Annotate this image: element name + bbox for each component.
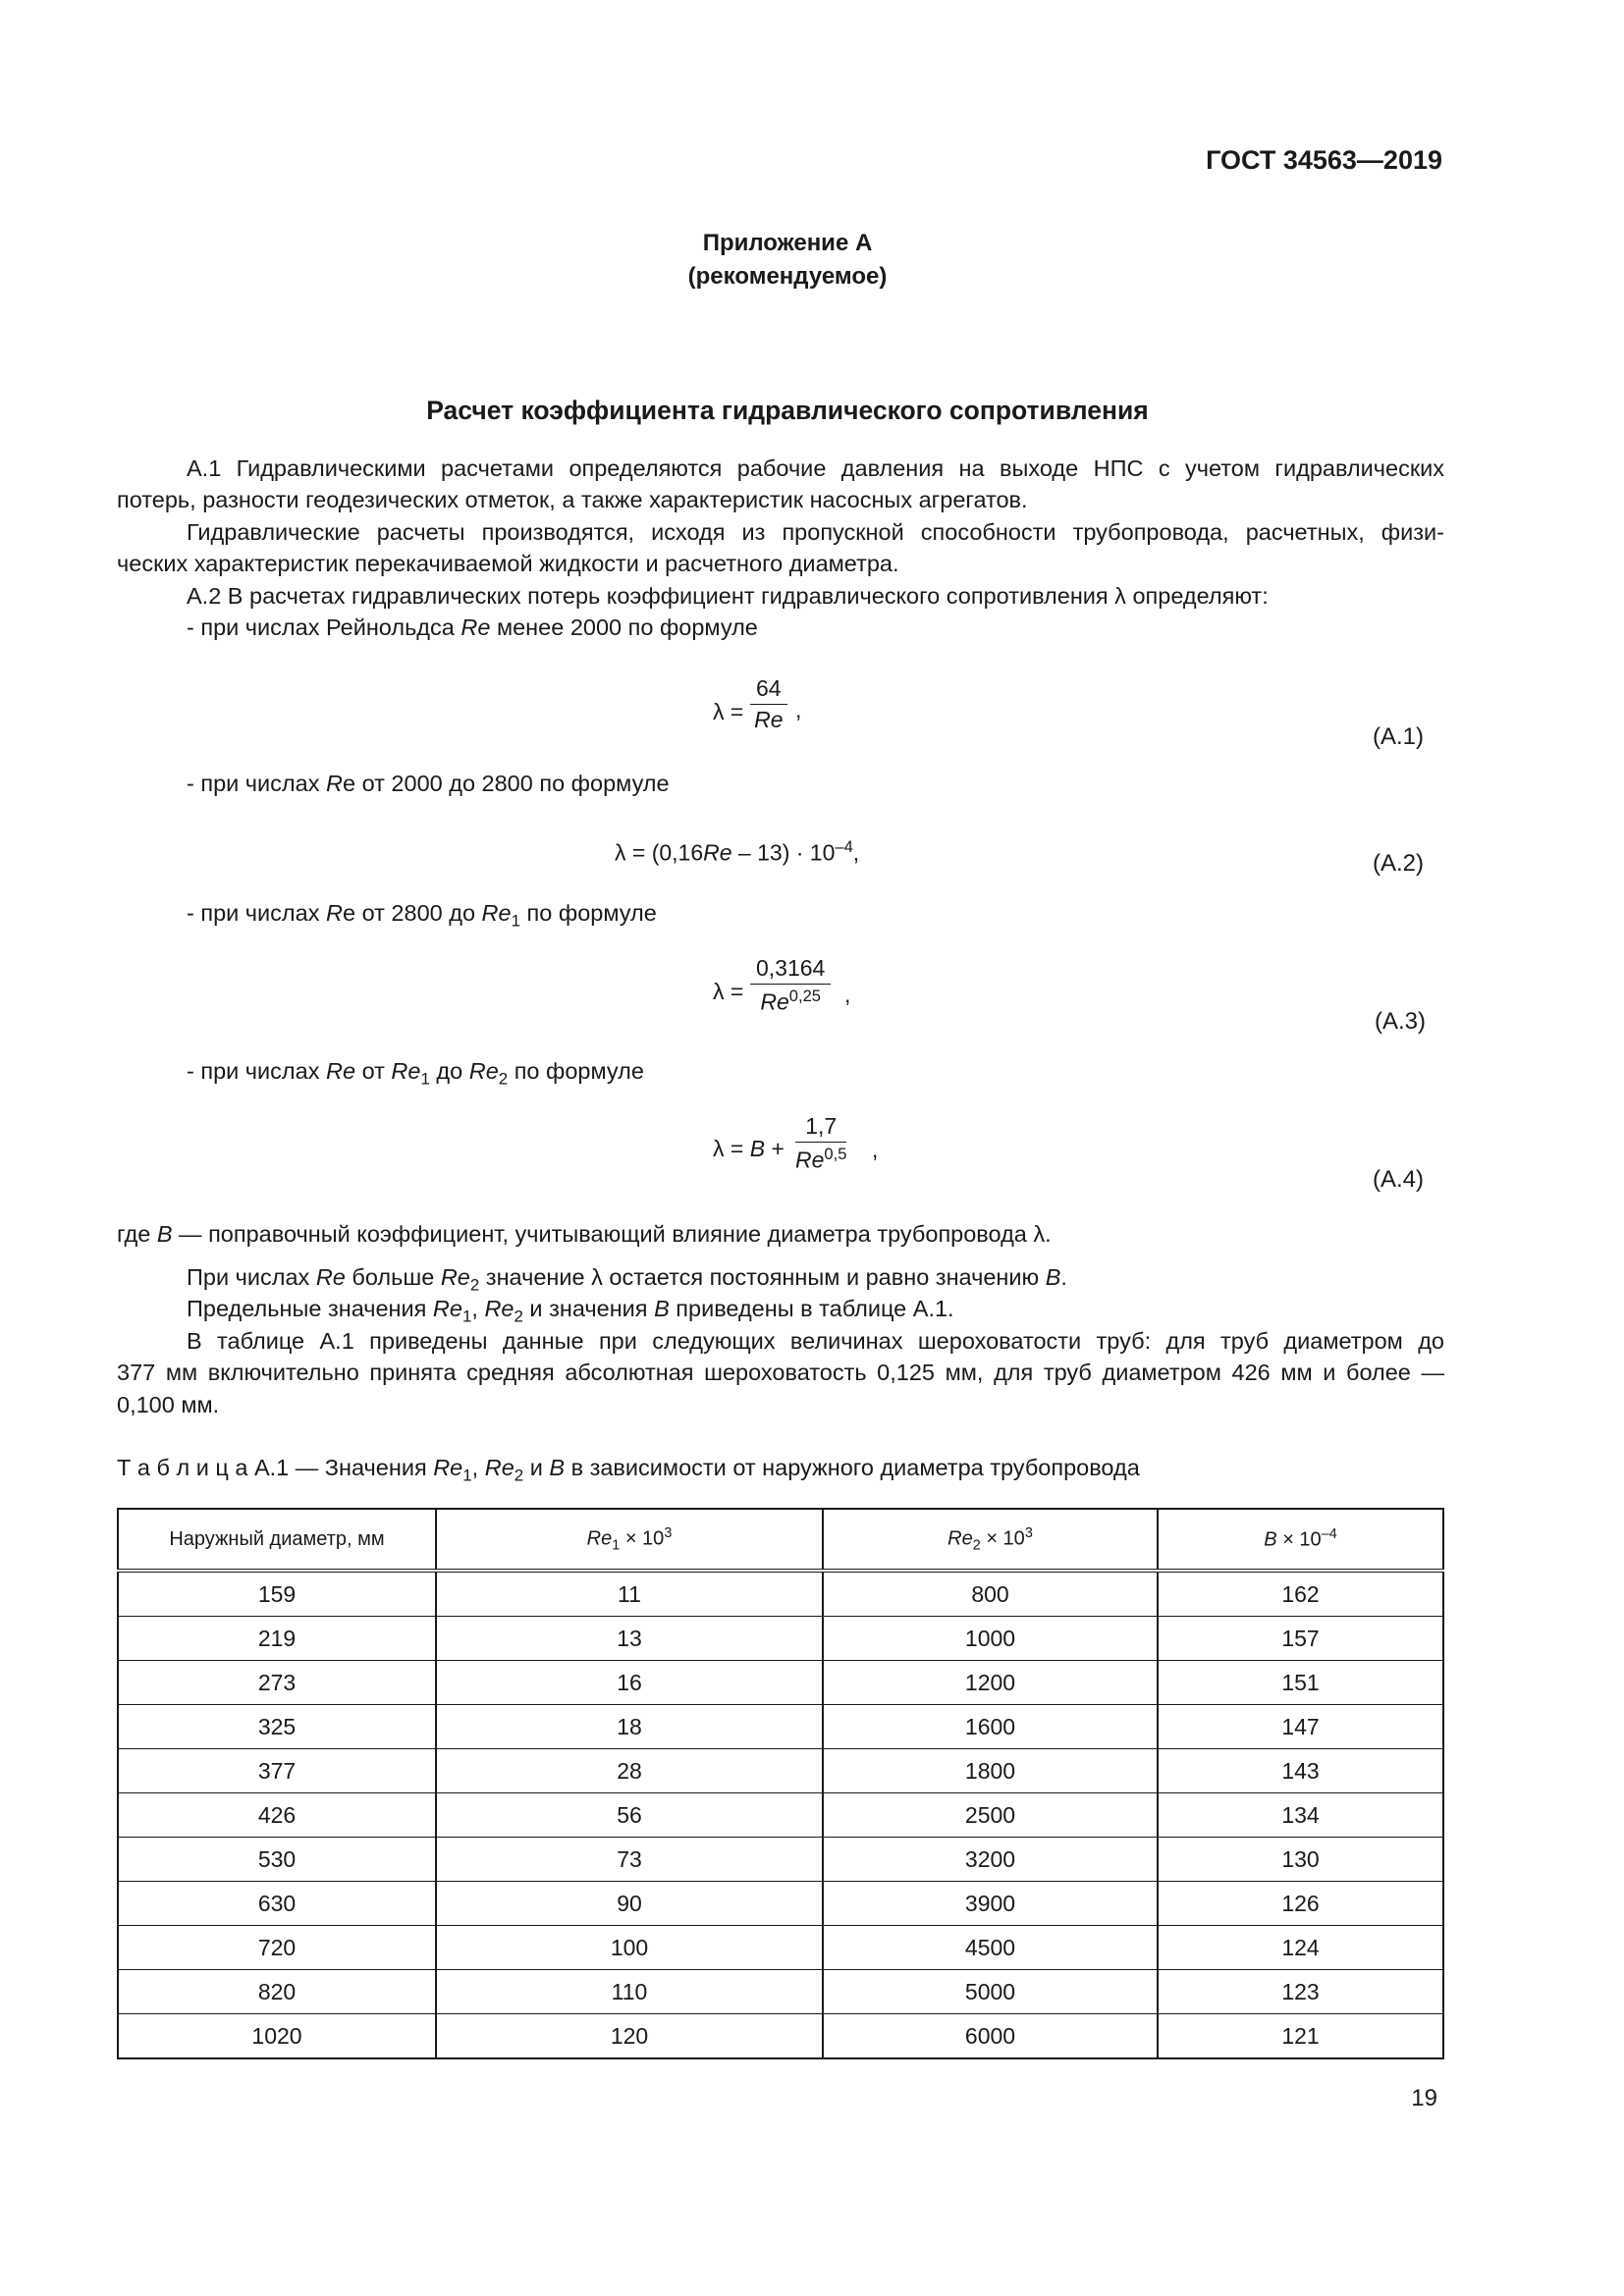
table-row <box>118 1838 1443 1882</box>
cell-re2: 1000 <box>823 1617 1158 1661</box>
paragraph-a1-line1: А.1 Гидравлическими расчетами определяются рабочие давления на выходе НПС с учетом гидравлических <box>187 455 1444 481</box>
formula-a3-lhs: λ = <box>713 979 744 1004</box>
cell-re1: 13 <box>436 1617 823 1661</box>
table-row <box>118 1705 1443 1749</box>
cell-b: 124 <box>1158 1926 1443 1970</box>
cell-re2: 5000 <box>823 1970 1158 2014</box>
section-title: Расчет коэффициента гидравлического сопротивления <box>426 396 1149 425</box>
cell-re2: 2500 <box>823 1793 1158 1838</box>
cell-b: 130 <box>1158 1838 1443 1882</box>
table-row <box>118 2014 1443 2059</box>
formula-a1-lhs: λ = <box>713 699 744 724</box>
cell-b: 123 <box>1158 1970 1443 2014</box>
cell-re2: 6000 <box>823 2014 1158 2059</box>
cell-diameter: 273 <box>118 1661 436 1705</box>
bullet-re-less-2000: - при числах Рейнольдса Re менее 2000 по формуле <box>187 614 758 640</box>
paragraph-2-line1: Гидравлические расчеты производятся, исходя из пропускной способности трубопровода, расчетных, физи- <box>187 519 1444 545</box>
formula-a2-number: (А.2) <box>1373 850 1425 877</box>
cell-diameter: 159 <box>118 1571 436 1617</box>
cell-diameter: 820 <box>118 1970 436 2014</box>
cell-diameter: 530 <box>118 1838 436 1882</box>
header-b: $B \times 10^{-4}$ <box>1158 1509 1443 1571</box>
cell-b: 157 <box>1158 1617 1443 1661</box>
cell-re2: 3200 <box>823 1838 1158 1882</box>
cell-re1: 120 <box>436 2014 823 2059</box>
cell-diameter: 630 <box>118 1882 436 1926</box>
formula-a1-number: (А.1) <box>1373 723 1425 750</box>
annex-title: Приложение А <box>702 230 873 256</box>
formula-a4-lhs: λ = B + <box>713 1136 785 1161</box>
formula-a2: $\lambda = (0,16Re - 13) \cdot 10^{-4}$, <box>615 837 860 866</box>
formula-a1-tail: , <box>795 697 802 722</box>
cell-re1: 11 <box>436 1571 823 1617</box>
annex-status: (рекомендуемое) <box>687 263 888 290</box>
table-caption: Т а б л и ц а А.1 — Значения $Re_1$, $Re_2$ и B в зависимости от наружного диаметра трубопровода <box>117 1455 1140 1485</box>
note-limit-values: Предельные значения $Re_1$, $Re_2$ и значения B приведены в таблице А.1. <box>187 1296 954 1326</box>
note-roughness-line3: 0,100 мм. <box>117 1392 220 1417</box>
cell-b: 147 <box>1158 1705 1443 1749</box>
cell-re1: 16 <box>436 1661 823 1705</box>
header-re2: $Re_2 \times 10^3$ <box>823 1509 1158 1571</box>
cell-b: 121 <box>1158 2014 1443 2059</box>
cell-re1: 56 <box>436 1793 823 1838</box>
cell-diameter: 325 <box>118 1705 436 1749</box>
formula-a1-fraction: $\frac{64}{Re}$ <box>750 675 787 733</box>
formula-a4-tail: , <box>872 1137 879 1162</box>
cell-re2: 1600 <box>823 1705 1158 1749</box>
cell-re1: 100 <box>436 1926 823 1970</box>
cell-b: 162 <box>1158 1571 1443 1617</box>
table-row <box>118 1571 1443 1617</box>
cell-re1: 90 <box>436 1882 823 1926</box>
standard-code: ГОСТ 34563—2019 <box>1206 145 1442 175</box>
note-re-above-re2: При числах Re больше $Re_2$ значение λ остается постоянным и равно значению B. <box>187 1264 1067 1295</box>
table-row <box>118 1617 1443 1661</box>
cell-re2: 1800 <box>823 1749 1158 1793</box>
cell-re1: 110 <box>436 1970 823 2014</box>
cell-b: 151 <box>1158 1661 1443 1705</box>
cell-re1: 18 <box>436 1705 823 1749</box>
formula-a4-number: (А.4) <box>1373 1166 1425 1193</box>
cell-b: 134 <box>1158 1793 1443 1838</box>
cell-diameter: 1020 <box>118 2014 436 2059</box>
cell-re2: 1200 <box>823 1661 1158 1705</box>
cell-diameter: 219 <box>118 1617 436 1661</box>
header-outer-diameter: Наружный диаметр, мм <box>118 1509 436 1571</box>
formula-a3-fraction: $\frac{0,3164}{Re^{0,25}}$ <box>750 955 831 1016</box>
cell-b: 143 <box>1158 1749 1443 1793</box>
note-roughness-line2: 377 мм включительно принята средняя абсолютная шероховатость 0,125 мм, для труб диаметром 426 мм и более — <box>117 1360 1444 1385</box>
cell-b: 126 <box>1158 1882 1443 1926</box>
page-number: 19 <box>1411 2085 1437 2111</box>
cell-diameter: 720 <box>118 1926 436 1970</box>
table-header-row <box>118 1509 1443 1571</box>
cell-re1: 28 <box>436 1749 823 1793</box>
cell-diameter: 377 <box>118 1749 436 1793</box>
table-a1 <box>117 1508 1444 2059</box>
cell-diameter: 426 <box>118 1793 436 1838</box>
formula-a4-fraction: $\frac{1,7}{Re^{0,5}}$ <box>795 1113 847 1173</box>
formula-a3-tail: , <box>844 982 851 1007</box>
paragraph-2-line2: ческих характеристик перекачиваемой жидкости и расчетного диаметра. <box>117 551 899 576</box>
note-b-definition: где B — поправочный коэффициент, учитывающий влияние диаметра трубопровода λ. <box>117 1221 1052 1247</box>
annex-heading <box>0 227 1575 294</box>
table-row <box>118 1882 1443 1926</box>
bullet-re1-re2: - при числах Re от $Re_1$ до $Re_2$ по формуле <box>187 1058 644 1089</box>
note-roughness-line1: В таблице А.1 приведены данные при следующих величинах шероховатости труб: для труб диаметром до <box>187 1328 1444 1354</box>
cell-re2: 4500 <box>823 1926 1158 1970</box>
table-row <box>118 1793 1443 1838</box>
paragraph-a1-line2: потерь, разности геодезических отметок, а также характеристик насосных агрегатов. <box>117 487 1028 512</box>
table-row <box>118 1926 1443 1970</box>
table-row <box>118 1661 1443 1705</box>
formula-a3-number: (А.3) <box>1375 1008 1427 1035</box>
cell-re1: 73 <box>436 1838 823 1882</box>
header-re1: $Re_1 \times 10^3$ <box>436 1509 823 1571</box>
cell-re2: 3900 <box>823 1882 1158 1926</box>
table-row <box>118 1970 1443 2014</box>
table-row <box>118 1749 1443 1793</box>
cell-re2: 800 <box>823 1571 1158 1617</box>
paragraph-a2-line1: А.2 В расчетах гидравлических потерь коэффициент гидравлического сопротивления λ определяют: <box>187 583 1269 609</box>
bullet-re-2800-re1: - при числах Re от 2800 до $Re_1$ по формуле <box>187 900 657 931</box>
bullet-re-2000-2800: - при числах Re от 2000 до 2800 по формуле <box>187 771 670 796</box>
